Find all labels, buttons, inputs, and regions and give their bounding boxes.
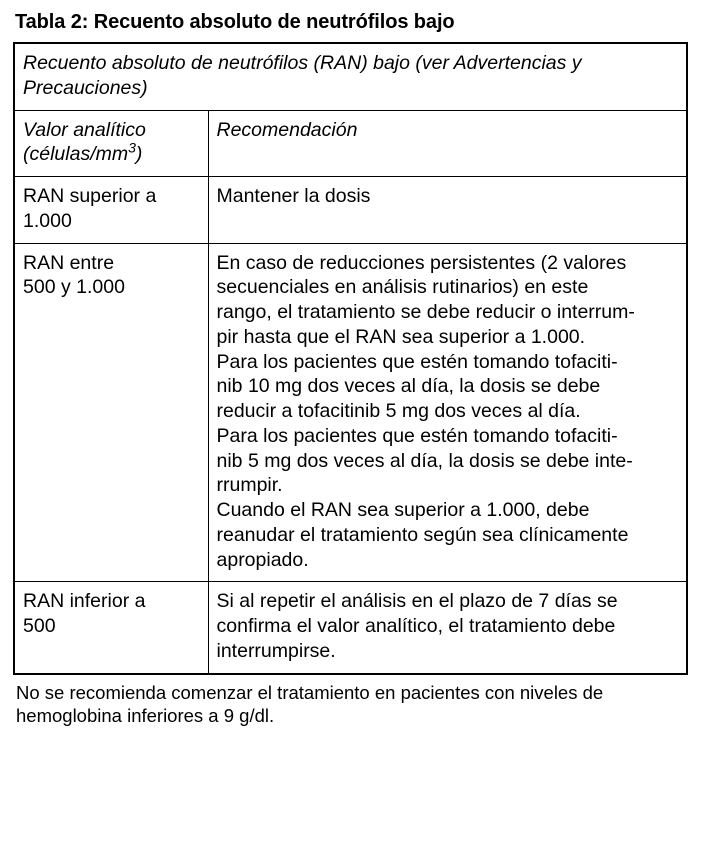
column-header-recommendation: Recomendación (208, 110, 687, 177)
table-footnote-line2: hemoglobina inferiores a 9 g/dl. (16, 705, 275, 727)
column-header-lab-value-line2: $(células/mm^3)$ (23, 139, 143, 166)
cell-lab-value-1 (14, 177, 208, 244)
table-header-note: Recuento absoluto de neutrófilos (RAN) bajo (ver Advertencias y Precauciones) (14, 43, 687, 110)
cell-recommendation-2-line8: Para los pacientes que estén tomando tofaciti- (216, 424, 618, 447)
cell-recommendation-3-line2: confirma el valor analítico, el tratamiento debe (216, 615, 616, 637)
table-footnote (13, 675, 688, 732)
table-row-column-headers (14, 110, 687, 177)
cell-lab-value-3 (14, 582, 208, 674)
cell-recommendation-3 (208, 582, 687, 674)
cell-lab-value-2-line1: RAN entre (23, 251, 115, 274)
cell-recommendation-2-line6: nib 10 mg dos veces al día, la dosis se debe (216, 375, 601, 398)
table-footnote-line1: No se recomienda comenzar el tratamiento en pacientes con niveles de (16, 681, 604, 703)
neutrophil-count-table (13, 42, 688, 675)
table-row (14, 177, 687, 244)
cell-recommendation-2-line9: nib 5 mg dos veces al día, la dosis se debe inte- (216, 449, 633, 472)
cell-recommendation-2-line2: secuenciales en análisis rutinarios) en este (216, 276, 589, 299)
cell-lab-value-2-line2: 500 y 1.000 (23, 276, 125, 299)
column-header-lab-value (14, 110, 208, 177)
cell-recommendation-2 (208, 243, 687, 582)
cell-recommendation-2-line4: pir hasta que el RAN sea superior a 1.000. (216, 325, 586, 348)
table-caption: Tabla 2: Recuento absoluto de neutrófilos bajo (15, 11, 455, 33)
cell-recommendation-2-line1: En caso de reducciones persistentes (2 valores (216, 251, 627, 274)
cell-recommendation-2-line11: Cuando el RAN sea superior a 1.000, debe (216, 499, 590, 521)
cell-recommendation-1-line1: Mantener la dosis (216, 185, 371, 207)
cell-lab-value-3-line2: 500 (23, 615, 56, 637)
cell-recommendation-2-line13: apropiado. (216, 548, 309, 571)
cell-recommendation-2-line12: reanudar el tratamiento según sea clínicamente (216, 523, 629, 546)
column-header-lab-value-line1: Valor analítico (23, 118, 146, 141)
cell-lab-value-2 (14, 243, 208, 582)
table-container (13, 8, 688, 732)
cell-recommendation-3-line3: interrumpirse. (216, 639, 336, 662)
cell-lab-value-1-line2: 1.000 (23, 209, 72, 232)
cell-recommendation-2-line5: Para los pacientes que estén tomando tofaciti- (216, 350, 618, 373)
cell-lab-value-1-line1: RAN superior a (23, 185, 157, 207)
table-row-header-note (14, 43, 687, 110)
cell-lab-value-3-line1: RAN inferior a (23, 590, 146, 613)
cell-recommendation-2-line10: rrumpir. (216, 474, 283, 497)
cell-recommendation-1 (208, 177, 687, 244)
cell-recommendation-2-line7: reducir a tofacitinib 5 mg dos veces al día. (216, 400, 581, 422)
table-row (14, 243, 687, 582)
table-row (14, 582, 687, 674)
cell-recommendation-2-line3: rango, el tratamiento se debe reducir o interrum- (216, 301, 635, 323)
cell-recommendation-3-line1: Si al repetir el análisis en el plazo de 7 días se (216, 590, 618, 613)
